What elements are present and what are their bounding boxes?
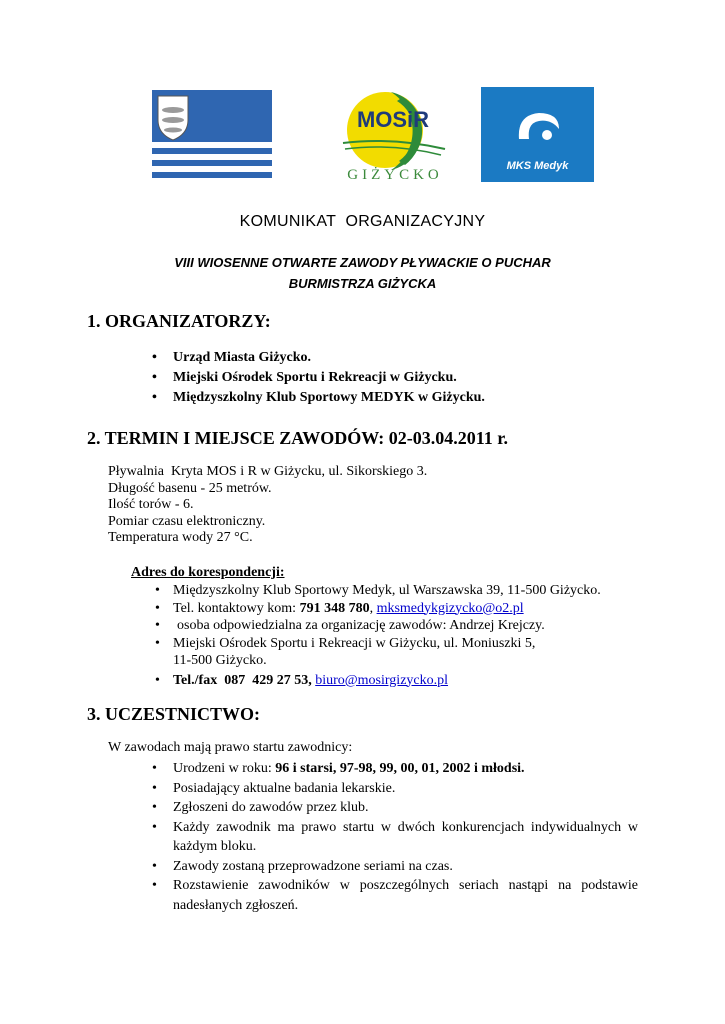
list-item: • Tel. kontaktowy kom: 791 348 780, mksmedykgizycko@o2.pl [155,600,524,616]
list-item: • Urodzeni w roku: 96 i starsi, 97-98, 99, 00, 01, 2002 i młodsi. [152,761,525,776]
page-title: KOMUNIKAT ORGANIZACYJNY [239,213,486,230]
email-link[interactable]: mksmedykgizycko@o2.pl [376,600,524,616]
mks-medyk-logo [481,87,594,182]
section-2-heading: 2. TERMIN I MIEJSCE ZAWODÓW: 02-03.04.2011 r. [87,428,509,448]
timing-line: Pomiar czasu elektroniczny. [108,513,266,529]
list-item: • Miejski Ośrodek Sportu i Rekreacji w Giżycku, ul. Moniuszki 5, 11-500 Giżycko. [155,635,536,668]
venue-details [108,464,427,547]
birth-years: 96 i starsi, 97-98, 99, 00, 01, 2002 i młodsi. [275,761,525,776]
logo-row [0,85,725,185]
list-item: • Międzyszkolny Klub Sportowy MEDYK w Giżycku. [152,390,485,405]
list-item: • Każdy zawodnik ma prawo startu w dwóch konkurencjach indywidualnych w każdym bloku. [152,819,638,854]
list-item: • Miejski Ośrodek Sportu i Rekreacji w Giżycku. [152,370,457,385]
lanes-line: Ilość torów - 6. [108,497,194,512]
phone-number: 791 348 780 [299,600,370,616]
list-item: • osoba odpowiedzialna za organizację zawodów: Andrzej Krejczy. [155,618,545,633]
mks-logo-text: MKS Medyk [506,160,569,172]
subtitle-line-1: VIII WIOSENNE OTWARTE ZAWODY PŁYWACKIE O PUCHAR [174,255,551,270]
email-link[interactable]: biuro@mosirgizycko.pl [315,672,449,688]
mks-swimmer-icon [511,105,565,153]
gizycko-coat-of-arms-icon [152,90,272,178]
fax-label: Tel./fax 087 429 27 53, [173,672,312,688]
subtitle-line-2: BURMISTRZA GIŻYCKA [288,276,437,291]
list-item: • Tel./fax 087 429 27 53, biuro@mosirgizycko.pl [155,672,449,688]
participation-intro: W zawodach mają prawo startu zawodnicy: [108,740,353,755]
pool-length-line: Długość basenu - 25 metrów. [108,480,272,496]
organizers-list [152,348,485,408]
list-item: • Międzyszkolny Klub Sportowy Medyk, ul Warszawska 39, 11-500 Giżycko. [155,583,601,598]
list-item: • Zawody zostaną przeprowadzone seriami na czas. [152,858,453,874]
list-item: • Urząd Miasta Giżycko. [152,350,312,365]
address-list [155,582,601,689]
list-item: • Posiadający aktualne badania lekarskie. [152,780,396,796]
water-temperature-line: Temperatura wody 27 °C. [108,530,253,545]
mosir-logo-text: MOSiR [356,107,430,132]
venue-line: Pływalnia Kryta MOS i R w Giżycku, ul. Sikorskiego 3. [108,464,428,479]
participation-list [152,759,638,915]
list-item: • Zgłoszeni do zawodów przez klub. [152,800,369,815]
address-label: Adres do korespondencji: [131,565,285,580]
list-item: • Rozstawienie zawodników w poszczególnych seriach nastąpi na podstawie nadesłanych zgłoszeń. [152,878,638,913]
mosir-city-text: GIŻYCKO [347,167,443,183]
section-3-heading: 3. UCZESTNICTWO: [87,704,261,724]
section-1-heading: 1. ORGANIZATORZY: [87,311,271,331]
